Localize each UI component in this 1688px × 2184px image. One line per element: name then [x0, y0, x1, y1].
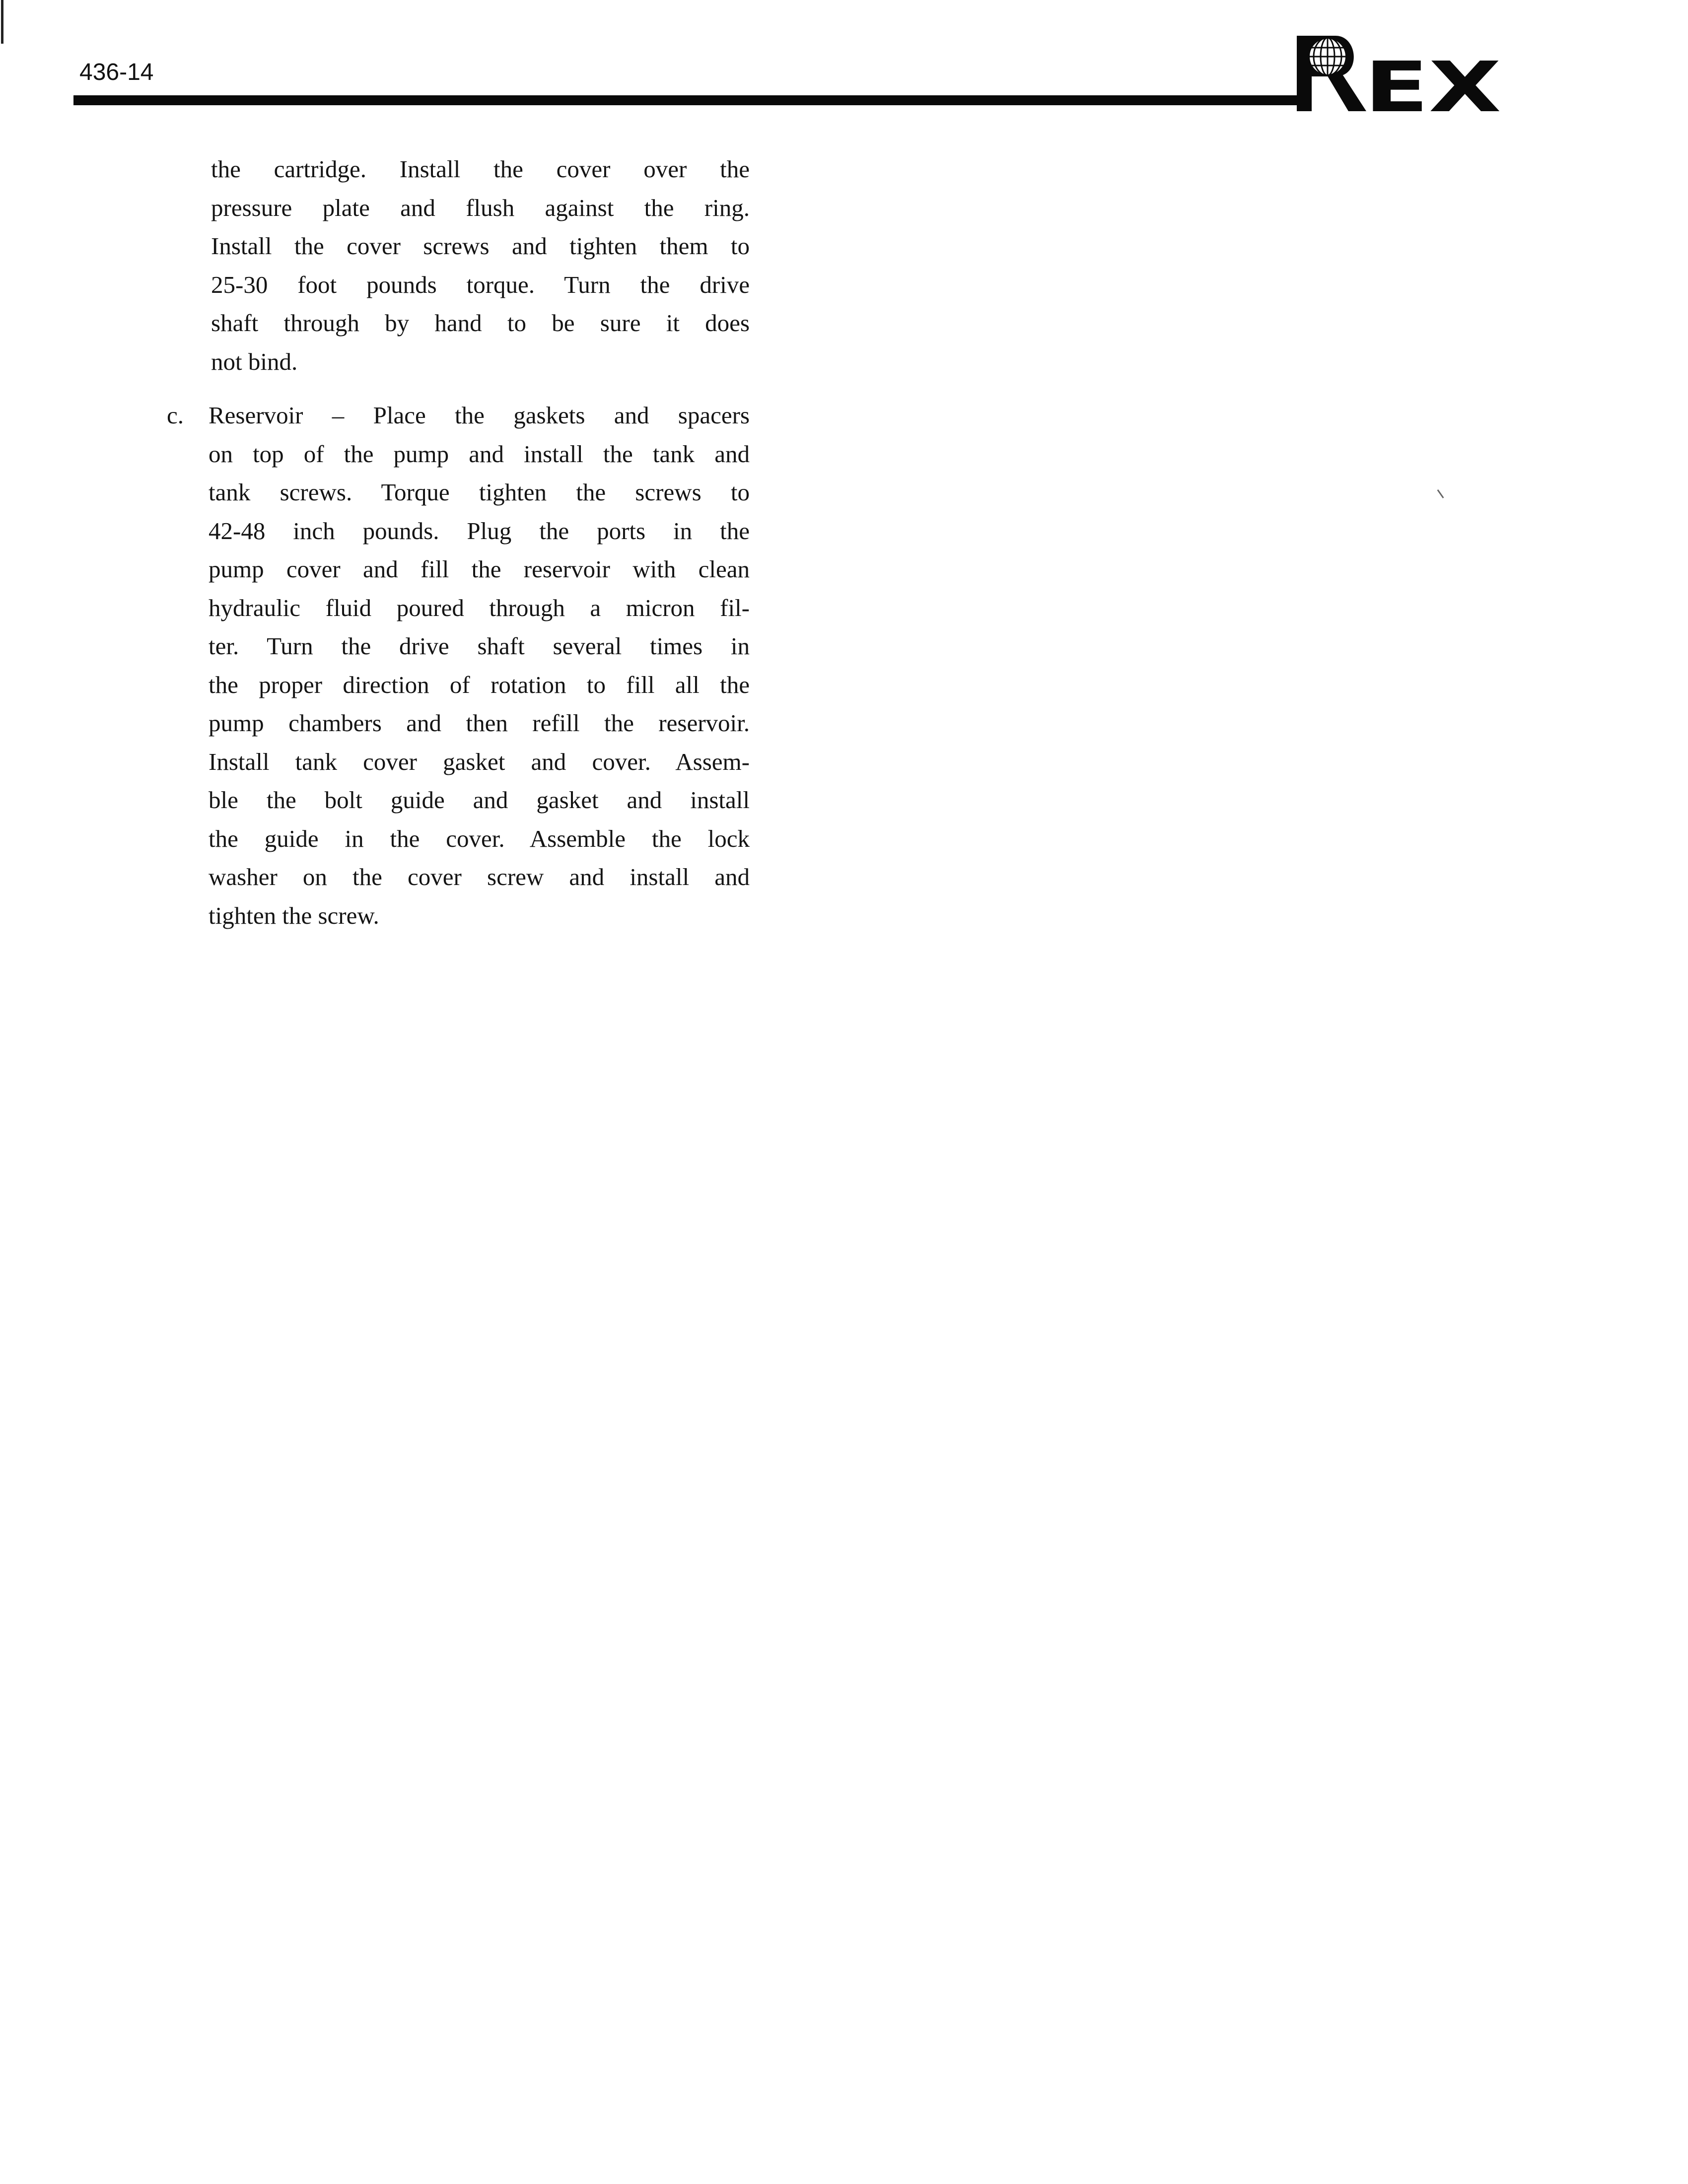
text-line: the guide in the cover. Assemble the lock [209, 824, 750, 852]
text-line: pump cover and fill the reservoir with clean [209, 555, 750, 583]
text-line: Reservoir – Place the gaskets and spacers [209, 402, 750, 429]
text-line: tighten the screw. [209, 901, 379, 929]
text-line: 25-30 foot pounds torque. Turn the drive [211, 271, 750, 298]
procedure-item-c-text [209, 396, 750, 935]
text-line: pressure plate and flush against the ring. [211, 194, 750, 221]
text-line: washer on the cover screw and install and [209, 863, 750, 890]
text-line: ter. Turn the drive shaft several times in [209, 632, 750, 660]
text-line: hydraulic fluid poured through a micron fil- [209, 594, 750, 621]
list-marker: c. [167, 402, 184, 429]
text-line: 42-48 inch pounds. Plug the ports in the [209, 517, 750, 545]
logo-wordmark: EX [1364, 47, 1501, 115]
page-number: 436-14 [79, 59, 154, 85]
procedure-b-continuation [211, 150, 750, 381]
text-line: pump chambers and then refill the reservoir. [209, 709, 750, 737]
text-line: tank screws. Torque tighten the screws to [209, 478, 750, 506]
text-line: Install tank cover gasket and cover. Assem- [209, 748, 750, 775]
text-line: the cartridge. Install the cover over the [211, 155, 750, 183]
text-line: the proper direction of rotation to fill all the [209, 671, 750, 698]
text-line: Install the cover screws and tighten them to [211, 232, 750, 260]
text-line: on top of the pump and install the tank and [209, 440, 750, 468]
text-line: ble the bolt guide and gasket and install [209, 786, 750, 814]
text-line: shaft through by hand to be sure it does [211, 309, 750, 337]
text-line: not bind. [211, 347, 298, 375]
